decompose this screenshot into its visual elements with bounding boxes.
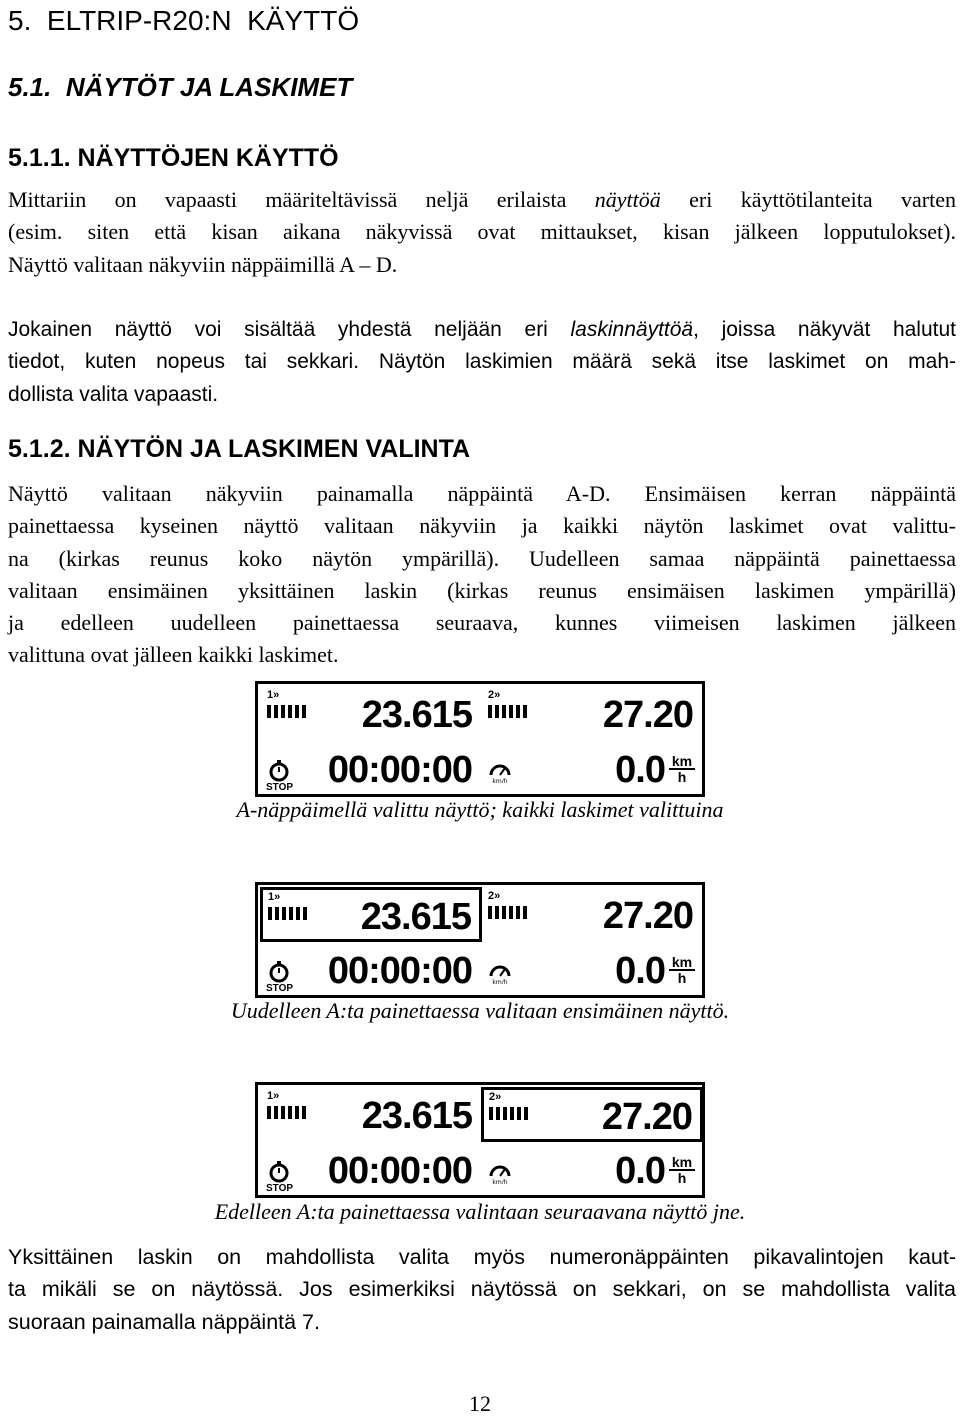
calculator-stopwatch [260, 942, 482, 997]
text-line: ta mikäli se on näytössä. Jos esimerkiksi näytössä on sekkari, on se mahdollista valita [8, 1277, 956, 1302]
calculator-value: 27.20 [602, 694, 693, 736]
calculator-value: 0.0 [615, 1150, 665, 1192]
calculator-stopwatch [260, 741, 482, 796]
calculator-value: 00:00:00 [327, 1150, 472, 1192]
svg-text:km/h: km/h [492, 1179, 508, 1184]
text-line: Näyttö valitaan näkyviin näppäimillä A – D. [8, 251, 398, 277]
text-line: Yksittäinen laskin on mahdollista valita myös numeronäppäinten pikavalintojen kaut- [8, 1245, 956, 1269]
calculator-value: 0.0 [615, 950, 665, 992]
stopwatch-icon [267, 1160, 291, 1184]
text-line: na (kirkas reunus koko näytön ympärillä). Uudelleen samaa näppäintä painettaessa [8, 545, 956, 571]
calculator-value: 27.20 [601, 1096, 692, 1138]
caption-first-selected: Uudelleen A:ta painettaessa valitaan ensimäinen näyttö. [230, 998, 730, 1023]
calculator-value: 23.615 [361, 1095, 472, 1137]
text-line: valittuna ovat jälleen kaikki laskimet. [8, 642, 339, 668]
calculator-index: 2» [488, 890, 501, 902]
speedometer-icon [488, 759, 512, 783]
text-line: dollista valita vapaasti. [8, 382, 219, 406]
speed-unit: km h [669, 955, 695, 985]
stop-label: STOP [266, 1183, 294, 1194]
calculator-index: 2» [489, 1091, 502, 1103]
calculator-distance-1 [260, 1087, 482, 1142]
text-line: painettaessa kyseinen näyttö valitaan näkyviin ja kaikki näytön laskimet ovat valittu- [8, 513, 956, 539]
speed-bars-icon [489, 1106, 528, 1120]
calculator-speed [481, 942, 703, 997]
stop-label: STOP [266, 983, 294, 994]
text-line: ja edelleen uudelleen painettaessa seuraava, kunnes viimeisen laskimen jälkeen [8, 610, 956, 636]
paragraph-selection [8, 478, 956, 672]
stop-label: STOP [266, 782, 294, 793]
stopwatch-icon [267, 759, 291, 783]
section-heading: 5. ELTRIP-R20:N KÄYTTÖ [8, 5, 360, 36]
display-first-selected [255, 882, 705, 998]
display-all-selected [255, 681, 705, 797]
speedometer-icon [488, 1160, 512, 1184]
calculator-index: 2» [488, 689, 501, 701]
subsubsection-heading-usage: 5.1.1. NÄYTTÖJEN KÄYTTÖ [8, 144, 339, 172]
calculator-distance-2 [481, 686, 703, 741]
page-number: 12 [469, 1391, 491, 1416]
paragraph-quick-select [8, 1241, 956, 1338]
speedometer-icon [488, 960, 512, 984]
display-second-selected [255, 1082, 705, 1198]
calculator-speed [481, 1142, 703, 1197]
calculator-distance-2 [481, 887, 703, 942]
calculator-index: 1» [267, 689, 280, 701]
caption-next-selected: Edelleen A:ta painettaessa valintaan seuraavana näyttö jne. [214, 1199, 746, 1224]
paragraph-calculators [8, 314, 956, 411]
speed-bars-icon [488, 704, 527, 718]
calculator-stopwatch [260, 1142, 482, 1197]
speed-bars-icon [488, 905, 527, 919]
text-line: tiedot, kuten nopeus tai sekkari. Näytön laskimien määrä sekä itse laskimet on mah- [8, 350, 956, 374]
speed-bars-icon [267, 1105, 306, 1119]
calculator-index: 1» [268, 891, 281, 903]
caption-all-selected: A-näppäimellä valittu näyttö; kaikki laskimet valittuina [236, 797, 724, 822]
speed-unit: km h [669, 1155, 695, 1185]
calculator-distance-2 [481, 1087, 703, 1142]
text-line: Jokainen näyttö voi sisältää yhdestä neljään eri laskinnäyttöä, joissa näkyvät halutut [8, 318, 957, 341]
calculator-speed [481, 741, 703, 796]
speed-unit: km h [669, 754, 695, 784]
calculator-value: 23.615 [361, 694, 472, 736]
svg-text:km/h: km/h [492, 778, 508, 783]
calculator-value: 00:00:00 [327, 749, 472, 791]
calculator-index: 1» [267, 1090, 280, 1102]
text-line: Mittariin on vapaasti määriteltävissä neljä erilaista näyttöä eri käyttötilanteita varten [8, 187, 956, 212]
calculator-value: 00:00:00 [327, 950, 472, 992]
calculator-value: 23.615 [360, 896, 471, 938]
speed-bars-icon [268, 906, 307, 920]
paragraph-intro [8, 184, 956, 281]
text-line: suoraan painamalla näppäintä 7. [8, 1309, 320, 1334]
calculator-distance-1 [260, 686, 482, 741]
stopwatch-icon [267, 960, 291, 984]
subsubsection-heading-selection: 5.1.2. NÄYTÖN JA LASKIMEN VALINTA [8, 435, 471, 463]
calculator-value: 27.20 [602, 895, 693, 937]
subsection-heading: 5.1. NÄYTÖT JA LASKIMET [8, 72, 353, 102]
calculator-distance-1 [260, 887, 482, 942]
text-line: Näyttö valitaan näkyviin painamalla näppäintä A-D. Ensimäisen kerran näppäintä [8, 481, 956, 506]
text-line: (esim. siten että kisan aikana näkyvissä ovat mittaukset, kisan jälkeen lopputulokset). [8, 219, 956, 245]
text-line: valitaan ensimäinen yksittäinen laskin (kirkas reunus ensimäisen laskimen ympärillä) [8, 577, 956, 603]
calculator-value: 0.0 [615, 749, 665, 791]
svg-text:km/h: km/h [492, 979, 508, 984]
speed-bars-icon [267, 704, 306, 718]
